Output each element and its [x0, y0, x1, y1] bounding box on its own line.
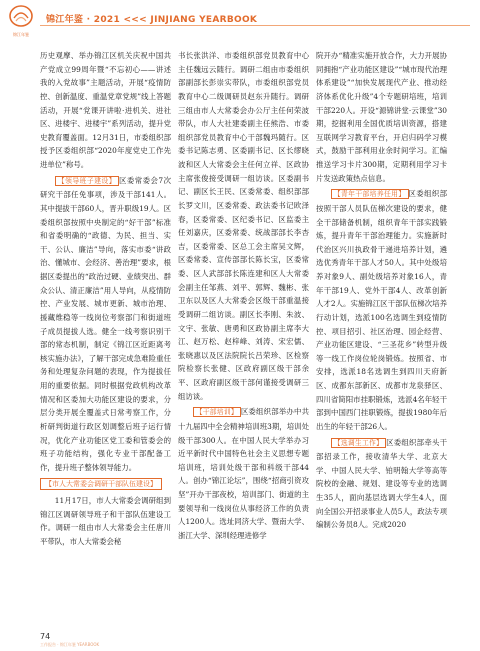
section-heading: 【干部培训】 [193, 407, 241, 417]
footer-caption: 工作报告 · 锦江年鉴 YEARBOOK [40, 642, 100, 647]
paragraph: 区委组织部举办中共十九届四中全会精神培训班3期，培训处级干部300人。在中国人民大学举办习近平新时代中国特色社会主义思想专题培训班，培训处级干部和科级干部44人。创办“锦江论坛”，围绕“招商引资攻坚”开办干部夜校，培训部门、街道的主要领导和一线岗位从事经济工作的负责人1200人。选址同济大学、暨南大学、浙江大学、深圳经理进修学 [178, 407, 309, 540]
section-heading: 【青年干部培养任用】 [331, 189, 409, 199]
section-heading: 【市人大常委会调研干部队伍建设】 [40, 478, 162, 490]
running-header-title: 锦江年鉴 · 2021 <<< JINJIANG YEARBOOK [46, 15, 258, 25]
page-header [0, 0, 480, 40]
paragraph: 11月17日，市人大常委会调研组到锦江区调研领导班子和干部队伍建设工作。调研一组由市人大常委会主任唐川平带队，市人大常委会秘 [40, 496, 171, 546]
paragraph: 区委组织部牵头干部招录工作，接收清华大学、北京大学、中国人民大学、铂明翰大学等高等院校的金融、规划、建设等专业的选调生35人，面向基层选调大学生4人，面向全国公开招录事业人员5人，政法专项编制公务员8人。完成2020 [316, 437, 447, 530]
paragraph: 区委组织部按照干部人员队伍梯次建设的要求，健全干部储备机制，组织青年干部实践锻炼，提升青年干部治理能力。实施新时代治区兴川执政骨干递进培养计划，遴选优秀青年干部人才50人。其中处级培养对象9人、副处级培养对象16人，青年干部19人、党外干部4人、改革创新人才2人。实施锦江区干部队伍梯次培养行动计划，选派100名选调生到疫情防控、项目招引、社区治理、园企经营、产业功能区建设、“三圣花乡”转型升级等一线工作岗位轮岗锻炼。按照省、市安排，选派18名选调生到四川天府新区、成都东部新区、成都市龙泉驿区、四川省简阳市挂职锻炼，选派4名年轻干部到中国西门挂职锻炼，提拔1980年后出生的年轻干部26人。 [316, 189, 447, 431]
paragraph: 区委常委会7次研究干部任免事项，涉及干部141人。其中提拔干部60人，晋升职级19人。区委组织部按照中央制定的“好干部”标准和省委明确的“政德、为民、担当、实干、公认、廉洁”导向，落实市委“讲政治、懂城市、会经济、善治理”要求，根据区委提出的“政治过硬、业绩突出、群众公认、清正廉洁”用人导向，从疫情防控、产业发展、城市更新、城市治理、援藏维稳等一线岗位考察部门和街道班子成员提拔人选。健全一线考察识别干部的常态机制，制定《锦江区近距离考核实施办法》，了解干部完成急难险重任务和处理复杂问题的表现，作为提拔任用的重要依据。同时根据党政机构改革情况和区委加大功能区建设的要求，分层分类开展全覆盖式日常考察工作，分析研判街道行政区划调整后班子运行情况，优化产业功能区党工委和管委会的班子功能结构，强化专业干部配备工作，提升班子整体领导能力。 [40, 175, 171, 472]
section-heading: 【选调生工作】 [331, 438, 386, 448]
yearbook-logo-icon [8, 4, 34, 32]
paragraph: 历史观摩、举办锦江区机关庆祝中国共产党成立99周年暨“不忘初心——讲述我的入党故事”主题活动，开展“疫情防控、创新温度、重温党章党规”线上答题活动，开展“党课开讲啦·进机关、进社区、进楼宇、进楼宇”系列活动，提升党史教育覆盖面。12月31日，市委组织部授予区委组织部“2020年度党史工作先进单位”称号。 [40, 51, 171, 169]
paragraph: 院开办“精准实施开放合作，大力开展协同拥抱“产业功能区建设”“城市现代治理体系建设”“加快发展现代产业、推动经济体系优化升级”4个专题研培班，培训干部220人。开设“源锦讲堂·云课堂”30期，挖掘利用全国优质培训资源，搭建互联网学习教育平台，开启归码学习模式，鼓励干部利用业余时间学习。汇编推送学习卡片300期，定期利用学习卡片发送政策热点信息。 [316, 51, 447, 183]
text-column-2 [178, 49, 309, 543]
page-number: 74 [40, 632, 51, 641]
header-divider [40, 25, 470, 26]
logo-caption: 锦江年鉴 [13, 32, 29, 37]
section-heading: 【领导班子建设】 [55, 176, 119, 186]
paragraph: 书长张洪洋、市委组织部党员教育中心主任魏远云随行。调研二组由市委组织部副部长彭崇实带队，市委组织部党员教育中心二级调研员赵东升随行。调研三组由市人大常委会办公厅主任何荣波带队，市人大社建委副主任熊浩、市委组织部党员教育中心干部魏玛随行。区委书记陈志勇、区委副书记、区长缪晓波和区人大常委会主任何立祥、区政协主席张俊接受调研一组访谈。区委副书记、副区长王民、区委常委、组织部部长罗文川，区委常委、政法委书记欧泽春，区委常委、区纪委书记、区监委主任刘嘉庆，区委常委、统战部部长李杏吉，区委常委、区总工会主席吴文辉，区委常委、宣传部部长陈长宝，区委常委、区人武部部长陈连建和区人大常委会副主任邹燕、刘平、郭辉、魏彬、张卫东以及区人大常委会区级干部重温接受调研二组访谈。副区长李刚、朱波、文宇、张敏、唐勇和区政协副主席李大江、赵万松、赵梓峰、刘涛、宋宏儒、张晓惠以及区法院院长吕荣珍、区检察院检察长张健、区政府副区级干部余平、区政府副区级干部何谨接受调研三组访谈。 [178, 51, 309, 401]
section-heading-box [40, 477, 171, 491]
text-column-1 [40, 49, 171, 549]
text-column-3 [316, 49, 447, 532]
